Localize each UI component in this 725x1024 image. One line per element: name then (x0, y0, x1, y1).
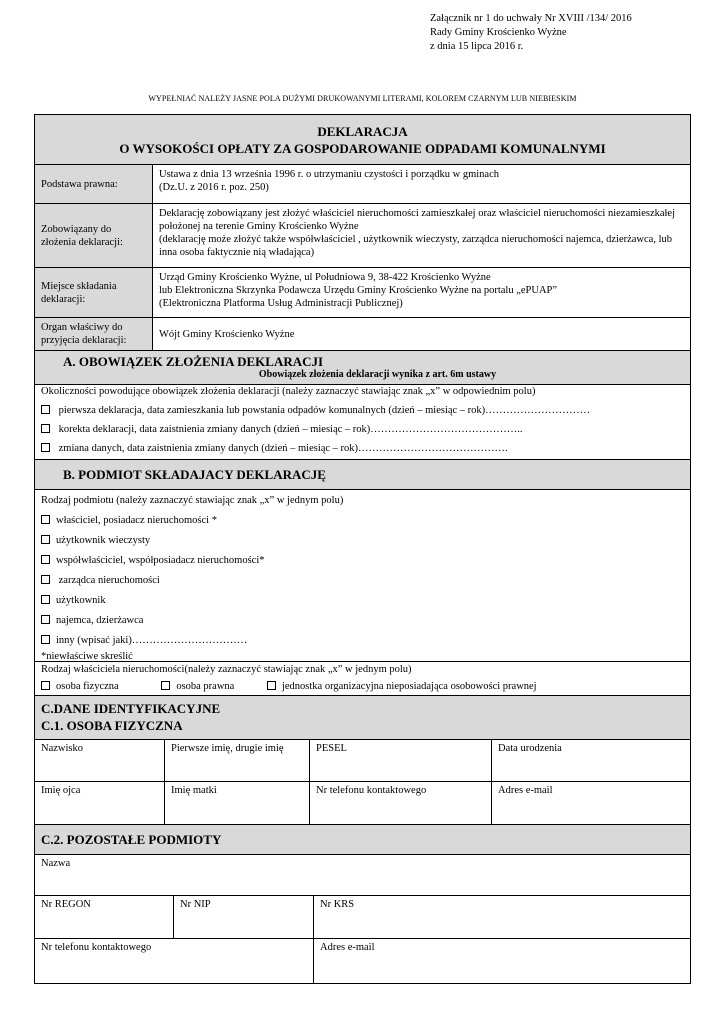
section-a-body (35, 385, 690, 460)
field-father-name[interactable]: Imię ojca (35, 782, 165, 824)
form-title (35, 115, 690, 165)
section-a-intro: Okoliczności powodujące obowiązek złożenia deklaracji (należy zaznaczyć stawiając znak „x” w odpowiednim polu) (41, 386, 536, 397)
section-a-title: A. OBOWIĄZEK ZŁOŻENIA DEKLARACJI (63, 354, 324, 369)
option-data-change[interactable] (35, 442, 690, 456)
entity-row-2 (35, 939, 690, 983)
section-a-subtitle: Obowiązek złożenia deklaracji wynika z art. 6m ustawy (258, 369, 497, 380)
checkbox[interactable] (41, 615, 50, 624)
option-label: osoba fizyczna (56, 681, 119, 692)
entity-option-owner[interactable] (35, 514, 690, 528)
checkbox[interactable] (41, 595, 50, 604)
info-label: Organ właściwy do przyjęcia deklaracji: (35, 318, 153, 350)
checkbox[interactable] (41, 635, 50, 644)
section-b-title: B. PODMIOT SKŁADAJACY DEKLARACJĘ (63, 467, 326, 482)
info-row-obligated (35, 204, 690, 268)
option-label: inny (wpisać jaki)…………………………… (56, 635, 248, 646)
info-value: Deklarację zobowiązany jest złożyć właściciel nieruchomości zamieszkałej oraz właściciel nieruchomości niezamieszkałej położonej na terenie Gminy Krościenko Wyżne (deklarację może złożyć także współwłaściciel , użytkownik wieczysty, zarządca nieruchomości najemca, dzierżawca, lub inna osoba faktycznie nią władająca) (153, 204, 690, 267)
field-first-names[interactable]: Pierwsze imię, drugie imię (165, 740, 310, 781)
info-label: Podstawa prawna: (35, 165, 153, 203)
field-entity-email[interactable]: Adres e-mail (320, 942, 375, 953)
section-c2-title: C.2. POZOSTAŁE PODMIOTY (41, 832, 222, 847)
info-value: Ustawa z dnia 13 września 1996 r. o utrzymaniu czystości i porządku w gminach (Dz.U. z 2016 r. poz. 250) (153, 165, 690, 203)
option-correction[interactable] (35, 423, 690, 437)
info-row-competent-authority (35, 318, 690, 351)
field-pesel[interactable]: PESEL (310, 740, 492, 781)
person-row-1 (35, 740, 690, 782)
option-label: zmiana danych, data zaistnienia zmiany danych (dzień – miesiąc – rok)……………………………………. (56, 443, 508, 454)
section-b-body (35, 490, 690, 662)
field-email[interactable]: Adres e-mail (498, 785, 553, 796)
attachment-note (430, 12, 632, 54)
form-title-line-1: DEKLARACJA (317, 124, 408, 139)
entity-option-other[interactable] (35, 634, 690, 648)
owner-option-organizational-unit[interactable] (267, 681, 537, 692)
info-label: Zobowiązany do złożenia deklaracji: (35, 204, 153, 267)
option-label: użytkownik (56, 595, 106, 606)
info-row-submission-place (35, 268, 690, 318)
field-surname[interactable]: Nazwisko (35, 740, 165, 781)
entity-name-row (35, 855, 690, 896)
checkbox[interactable] (41, 555, 50, 564)
section-b-intro: Rodzaj podmiotu (należy zaznaczyć stawiając znak „x” w jednym polu) (41, 495, 344, 506)
option-label: najemca, dzierżawca (56, 615, 144, 626)
attachment-note-line-2: Rady Gminy Krościenko Wyżne (430, 27, 567, 38)
option-label: osoba prawna (176, 681, 235, 692)
section-c-header (35, 696, 690, 740)
checkbox[interactable] (41, 405, 50, 414)
option-label: jednostka organizacyjna nieposiadająca osobowości prawnej (281, 681, 537, 692)
checkbox[interactable] (41, 443, 50, 452)
entity-option-tenant[interactable] (35, 614, 690, 628)
option-label: pierwsza deklaracja, data zamieszkania lub powstania odpadów komunalnych (dzień – miesiąc – rok)………………………… (56, 405, 591, 416)
option-first-declaration[interactable] (35, 404, 690, 418)
entity-option-manager[interactable] (35, 574, 690, 588)
section-c-title (35, 696, 690, 734)
person-row-2 (35, 782, 690, 825)
field-mother-name[interactable]: Imię matki (165, 782, 310, 824)
checkbox[interactable] (267, 681, 276, 690)
field-entity-name[interactable]: Nazwa (41, 858, 71, 869)
info-row-legal-basis (35, 165, 690, 204)
footnote: *niewłaściwe skreślić (41, 651, 133, 662)
fill-instruction: WYPEŁNIAĆ NALEŻY JASNE POLA DUŻYMI DRUKOWANYMI LITERAMI, KOLOREM CZARNYM LUB NIEBIESKIM (148, 94, 577, 103)
section-c-title-line-2: C.1. OSOBA FIZYCZNA (41, 718, 183, 733)
owner-option-legal-person[interactable] (161, 681, 234, 692)
section-b-header (35, 460, 690, 490)
checkbox[interactable] (41, 681, 50, 690)
field-nip[interactable]: Nr NIP (174, 896, 314, 938)
option-label: współwłaściciel, współposiadacz nieruchomości* (56, 555, 265, 566)
entity-option-co-owner[interactable] (35, 554, 690, 568)
field-phone[interactable]: Nr telefonu kontaktowego (310, 782, 492, 824)
info-value: Wójt Gminy Krościenko Wyżne (153, 318, 690, 350)
owner-option-natural-person[interactable] (41, 681, 119, 692)
field-entity-phone[interactable]: Nr telefonu kontaktowego (35, 939, 314, 983)
section-c-title-line-1: C.DANE IDENTYFIKACYJNE (41, 701, 221, 716)
checkbox[interactable] (161, 681, 170, 690)
option-label: zarządca nieruchomości (56, 575, 160, 586)
entity-row-1 (35, 896, 690, 939)
option-label: korekta deklaracji, data zaistnienia zmiany danych (dzień – miesiąc – rok)…………………………………….. (56, 424, 523, 435)
owner-type-intro: Rodzaj właściciela nieruchomości(należy zaznaczyć stawiając znak „x” w jednym polu) (41, 664, 412, 675)
checkbox[interactable] (41, 424, 50, 433)
info-value: Urząd Gminy Krościenko Wyżne, ul Południowa 9, 38-422 Krościenko Wyżne lub Elektroniczna Skrzynka Podawcza Urzędu Gminy Krościenko Wyżne na portalu „ePUAP” (Elektroniczna Platforma Usług Administracji Publicznej) (153, 268, 690, 317)
option-label: właściciel, posiadacz nieruchomości * (56, 515, 217, 526)
checkbox[interactable] (41, 575, 50, 584)
owner-type-options (35, 680, 690, 694)
attachment-note-line-1: Załącznik nr 1 do uchwały Nr XVIII /134/ 2016 (430, 13, 632, 24)
checkbox[interactable] (41, 535, 50, 544)
entity-option-perpetual-user[interactable] (35, 534, 690, 548)
section-a-header (35, 351, 690, 385)
form-title-line-2: O WYSOKOŚCI OPŁATY ZA GOSPODAROWANIE ODPADAMI KOMUNALNYMI (119, 141, 606, 156)
section-c2-header (35, 825, 690, 855)
attachment-note-line-3: z dnia 15 lipca 2016 r. (430, 41, 524, 52)
field-regon[interactable]: Nr REGON (35, 896, 174, 938)
field-birth-date[interactable]: Data urodzenia (498, 743, 562, 754)
entity-option-user[interactable] (35, 594, 690, 608)
field-krs[interactable]: Nr KRS (320, 899, 355, 910)
option-label: użytkownik wieczysty (56, 535, 151, 546)
declaration-form (34, 114, 691, 984)
info-label: Miejsce składania deklaracji: (35, 268, 153, 317)
checkbox[interactable] (41, 515, 50, 524)
owner-type-row (35, 662, 690, 696)
